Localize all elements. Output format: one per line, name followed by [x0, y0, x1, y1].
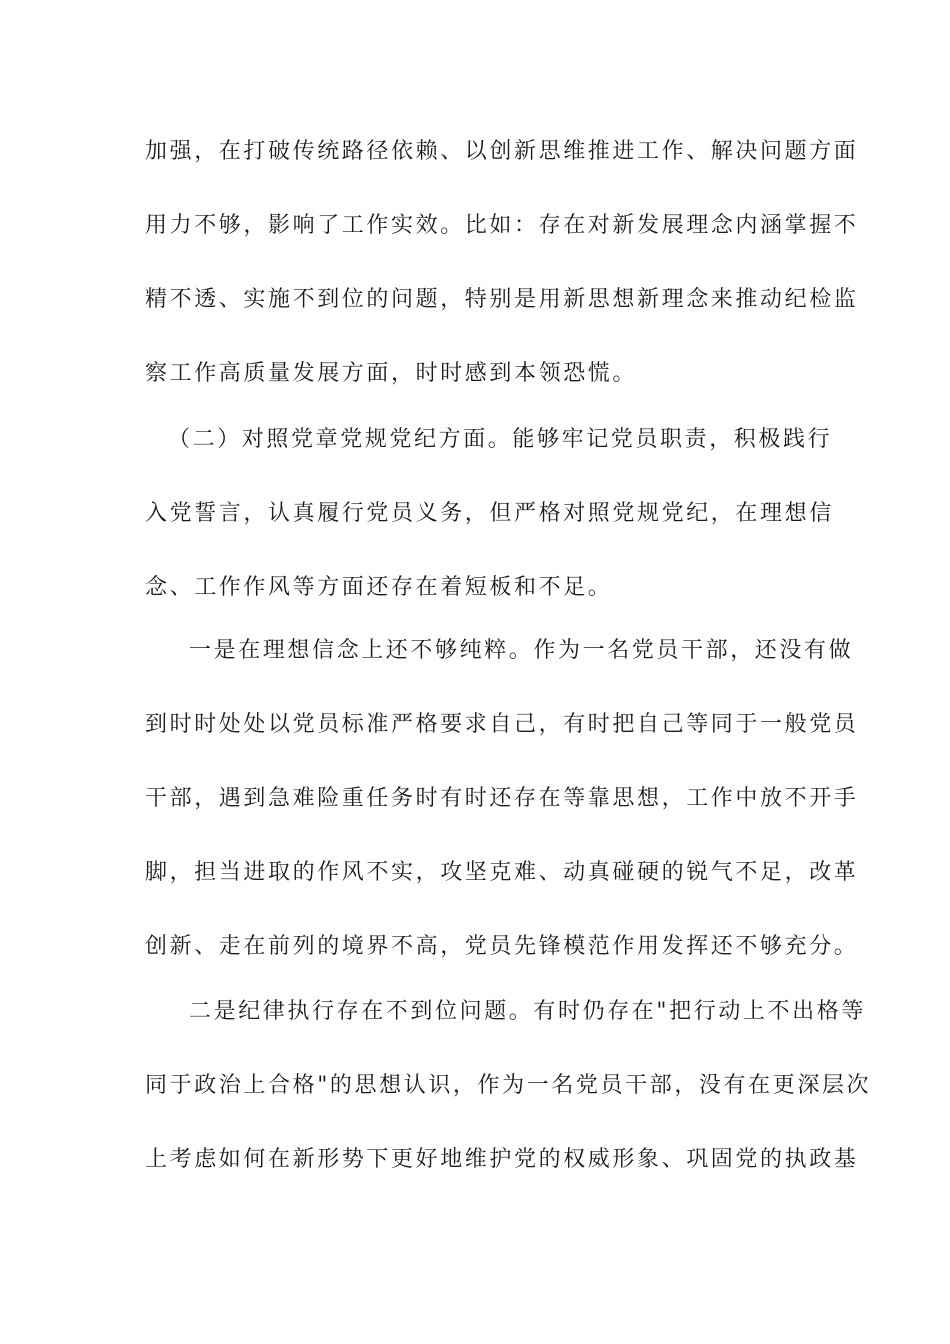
paragraph-line: 加强，在打破传统路径依赖、以创新思维推进工作、解决问题方面 [145, 139, 859, 164]
paragraph-line: 脚，担当进取的作风不实，攻坚克难、动真碰硬的锐气不足，改革 [145, 860, 859, 885]
paragraph-line: 到时时处处以党员标准严格要求自己，有时把自己等同于一般党员 [145, 712, 859, 737]
paragraph-line: 精不透、实施不到位的问题，特别是用新思想新理念来推动纪检监 [145, 287, 859, 312]
paragraph-line: 上考虑如何在新形势下更好地维护党的权威形象、巩固党的执政基 [145, 1147, 859, 1172]
paragraph-line: 一是在理想信念上还不够纯粹。作为一名党员干部，还没有做 [189, 638, 854, 663]
paragraph-line: 念、工作作风等方面还存在着短板和不足。 [145, 575, 613, 600]
paragraph-line: 入党誓言，认真履行党员义务，但严格对照党规党纪，在理想信 [145, 501, 834, 526]
paragraph-line: 同于政治上合格"的思想认识，作为一名党员干部，没有在更深层次 [145, 1073, 872, 1098]
paragraph-line: 二是纪律执行存在不到位问题。有时仍存在"把行动上不出格等 [189, 999, 866, 1024]
paragraph-line: 察工作高质量发展方面，时时感到本领恐慌。 [145, 361, 638, 386]
section-heading-line: （二）对照党章党规党纪方面。能够牢记党员职责，积极践行 [168, 427, 833, 452]
paragraph-line: 创新、走在前列的境界不高，党员先锋模范作用发挥还不够充分。 [145, 934, 859, 959]
paragraph-line: 用力不够，影响了工作实效。比如：存在对新发展理念内涵掌握不 [145, 213, 859, 238]
paragraph-line: 干部，遇到急难险重任务时有时还存在等靠思想，工作中放不开手 [145, 786, 859, 811]
